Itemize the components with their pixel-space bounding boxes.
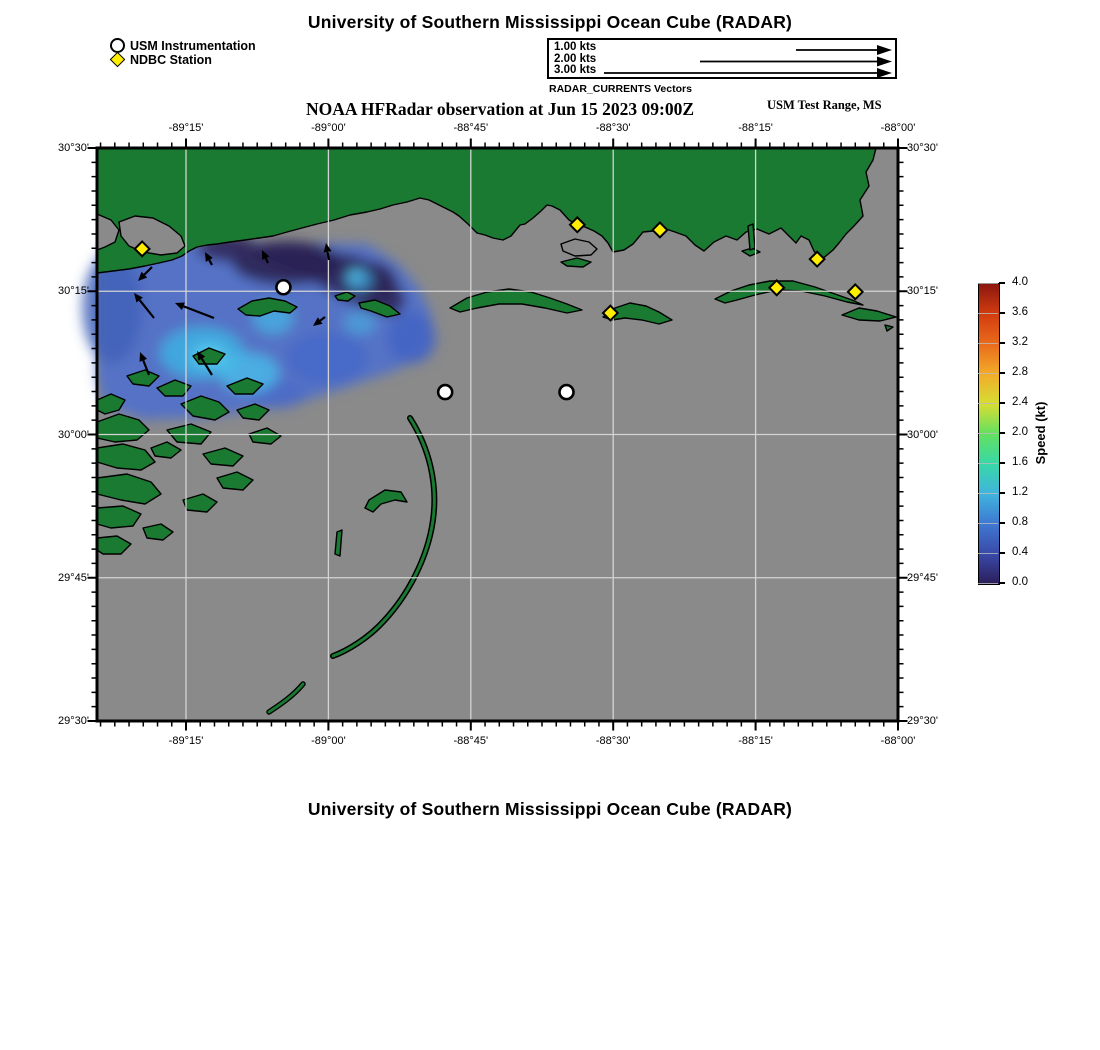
colorbar-tick-label: 0.8: [1012, 516, 1028, 528]
colorbar-tick-label: 4.0: [1012, 276, 1028, 288]
x-axis-label-top: -89°00': [311, 122, 346, 134]
map-canvas: [97, 148, 898, 721]
colorbar-tick: [999, 552, 1005, 554]
top-title: University of Southern Mississippi Ocean Cube (RADAR): [307, 12, 793, 32]
colorbar-tickline: [978, 433, 998, 434]
colorbar-tickline: [978, 373, 998, 374]
colorbar-tick: [999, 522, 1005, 524]
x-axis-label-top: -88°15': [738, 122, 773, 134]
colorbar-tickline: [978, 553, 998, 554]
colorbar: [978, 283, 1000, 585]
x-axis-label-bottom: -89°15': [168, 735, 204, 747]
vector-scale-3kt-label: 3.00 kts: [554, 64, 597, 76]
legend-ndbc-label: NDBC Station: [130, 52, 212, 67]
usm-instrumentation-marker: [276, 280, 290, 294]
vector-scale-1kt-label: 1.00 kts: [554, 41, 597, 53]
colorbar-tick: [999, 432, 1005, 434]
vector-scale-2kt-label: 2.00 kts: [554, 53, 597, 65]
vector-scale-arrows: [549, 40, 895, 77]
legend-usm-label: USM Instrumentation: [130, 38, 256, 53]
colorbar-tick-label: 2.8: [1012, 366, 1028, 378]
colorbar-tick-label: 3.6: [1012, 306, 1028, 318]
legend-usm-row: [110, 38, 256, 53]
x-axis-label-top: -88°30': [595, 122, 631, 134]
y-axis-label-right: 30°15': [907, 285, 938, 298]
ndbc-diamond-icon: [110, 52, 126, 68]
colorbar-tick: [999, 282, 1005, 284]
y-axis-label-left: 30°00': [58, 428, 89, 441]
colorbar-tickline: [978, 343, 998, 344]
colorbar-tick-label: 1.6: [1012, 456, 1028, 468]
usm-instrumentation-marker: [438, 385, 452, 399]
colorbar-tickline: [978, 583, 998, 584]
x-axis-label-bottom: -88°45': [453, 735, 489, 747]
current-vector-arrow: [328, 252, 329, 260]
colorbar-tick-label: 3.2: [1012, 336, 1028, 348]
range-label: USM Test Range, MS: [767, 98, 882, 112]
y-axis-label-right: 30°30': [907, 142, 938, 154]
colorbar-tickline: [978, 313, 998, 314]
y-axis-label-right: 30°00': [907, 428, 938, 441]
y-axis-label-left: 29°30': [58, 715, 89, 727]
x-axis-label-top: -88°00': [880, 122, 916, 134]
vector-scale-box: [547, 38, 897, 79]
x-axis-label-top: -88°45': [453, 122, 489, 134]
colorbar-tick-label: 0.0: [1012, 576, 1028, 588]
x-axis-label-bottom: -88°15': [738, 735, 773, 747]
vector-scale-caption: RADAR_CURRENTS Vectors: [549, 83, 692, 95]
colorbar-tick: [999, 342, 1005, 344]
colorbar-tick: [999, 492, 1005, 494]
usm-instrumentation-marker: [559, 385, 573, 399]
colorbar-tickline: [978, 523, 998, 524]
scale-arrow-2kt-head: [877, 57, 892, 67]
x-axis-label-bottom: -88°30': [595, 735, 631, 747]
scale-arrow-3kt-head: [877, 68, 892, 77]
y-axis-label-left: 30°15': [58, 285, 89, 298]
colorbar-title: Speed (kt): [1033, 401, 1048, 465]
legend-ndbc-row: [110, 52, 212, 67]
x-axis-label-bottom: -89°00': [311, 735, 346, 747]
colorbar-tick-label: 1.2: [1012, 486, 1028, 498]
bottom-title: University of Southern Mississippi Ocean Cube (RADAR): [307, 799, 793, 819]
colorbar-tick: [999, 582, 1005, 584]
colorbar-tick: [999, 462, 1005, 464]
x-axis-label-bottom: -88°00': [880, 735, 916, 747]
colorbar-tickline: [978, 463, 998, 464]
colorbar-tickline: [978, 493, 998, 494]
observation-subtitle: NOAA HFRadar observation at Jun 15 2023 09:00Z: [305, 99, 695, 119]
colorbar-tick: [999, 312, 1005, 314]
y-axis-label-right: 29°45': [907, 571, 938, 584]
colorbar-tick-label: 2.0: [1012, 426, 1028, 438]
colorbar-tick: [999, 402, 1005, 404]
colorbar-tickline: [978, 403, 998, 404]
colorbar-tick-label: 2.4: [1012, 396, 1028, 408]
y-axis-label-right: 29°30': [907, 715, 938, 727]
x-axis-label-top: -89°15': [168, 122, 204, 134]
colorbar-tick: [999, 372, 1005, 374]
colorbar-tickline: [978, 283, 998, 284]
y-axis-label-left: 30°30': [58, 142, 89, 154]
y-axis-label-left: 29°45': [58, 571, 89, 584]
colorbar-tick-label: 0.4: [1012, 546, 1028, 558]
scale-arrow-1kt-head: [877, 45, 892, 55]
